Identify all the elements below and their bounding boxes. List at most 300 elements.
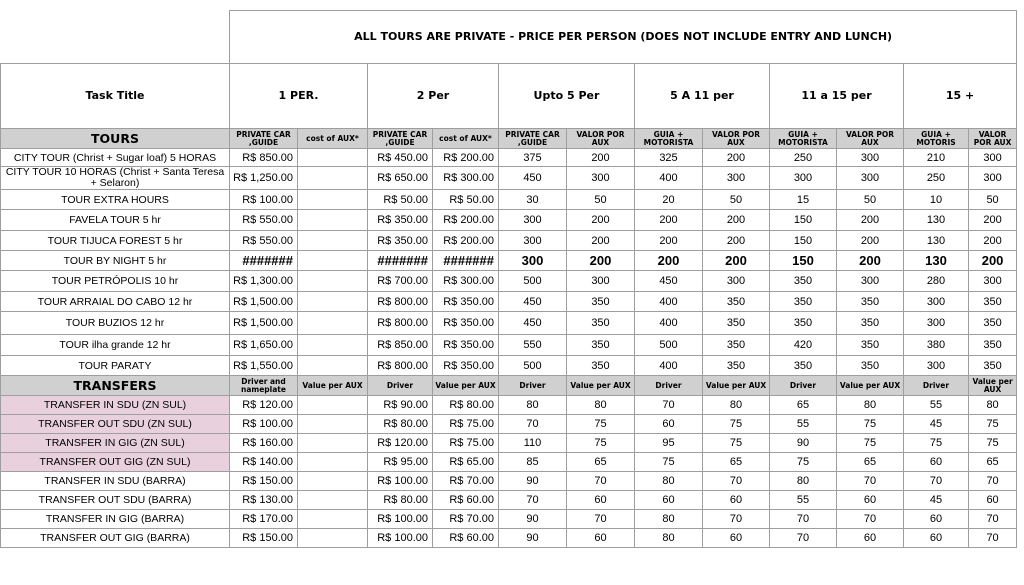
tour-value-cell[interactable]: R$ 800.00 <box>368 356 433 376</box>
tour-value-cell[interactable]: 300 <box>703 167 770 190</box>
tour-value-cell[interactable]: 250 <box>904 167 969 190</box>
transfers-section-title[interactable]: TRANSFERS <box>1 376 230 396</box>
tour-value-cell[interactable] <box>298 231 368 251</box>
tour-value-cell[interactable]: 150 <box>770 210 837 231</box>
tour-value-cell[interactable] <box>298 251 368 271</box>
tour-name-cell[interactable]: TOUR ilha grande 12 hr <box>1 335 230 356</box>
transfer-value-cell[interactable]: 60 <box>635 491 703 510</box>
transfer-value-cell[interactable]: 60 <box>969 491 1017 510</box>
transfer-value-cell[interactable]: R$ 60.00 <box>433 491 499 510</box>
tours-col-header[interactable]: PRIVATE CAR ,GUIDE <box>368 129 433 149</box>
transfer-value-cell[interactable]: 65 <box>969 453 1017 472</box>
tour-value-cell[interactable]: 350 <box>969 356 1017 376</box>
transfer-value-cell[interactable]: 75 <box>969 415 1017 434</box>
tour-value-cell[interactable]: 350 <box>703 312 770 335</box>
tour-row <box>1 231 1017 251</box>
transfers-col-header[interactable]: Value per AUX <box>298 376 368 396</box>
transfer-name-cell[interactable]: TRANSFER OUT SDU (BARRA) <box>1 491 230 510</box>
tour-value-cell[interactable] <box>298 210 368 231</box>
transfer-value-cell[interactable]: 75 <box>837 434 904 453</box>
transfer-row <box>1 472 1017 491</box>
tour-value-cell[interactable]: 380 <box>904 335 969 356</box>
tour-value-cell[interactable]: R$ 300.00 <box>433 167 499 190</box>
transfer-value-cell[interactable]: R$ 150.00 <box>230 472 298 491</box>
tour-value-cell[interactable]: 200 <box>567 231 635 251</box>
transfer-value-cell[interactable]: R$ 100.00 <box>230 415 298 434</box>
tours-col-header[interactable]: GUIA + MOTORISTA <box>635 129 703 149</box>
transfer-row <box>1 396 1017 415</box>
tour-value-cell[interactable]: 550 <box>499 335 567 356</box>
transfer-value-cell[interactable]: 95 <box>635 434 703 453</box>
task-title-header[interactable]: Task Title <box>1 64 230 129</box>
tour-value-cell[interactable] <box>298 356 368 376</box>
tour-value-cell[interactable]: R$ 50.00 <box>368 190 433 210</box>
tour-value-cell[interactable]: 450 <box>635 271 703 292</box>
tour-value-cell[interactable]: 200 <box>567 251 635 271</box>
transfer-value-cell[interactable]: 80 <box>703 396 770 415</box>
transfer-value-cell[interactable]: 70 <box>703 510 770 529</box>
transfer-value-cell[interactable]: 90 <box>499 472 567 491</box>
tour-value-cell[interactable]: 300 <box>703 271 770 292</box>
transfer-value-cell[interactable]: 70 <box>499 415 567 434</box>
tour-value-cell[interactable]: R$ 200.00 <box>433 231 499 251</box>
tour-value-cell[interactable]: 300 <box>904 312 969 335</box>
transfer-value-cell[interactable]: R$ 150.00 <box>230 529 298 548</box>
transfer-value-cell[interactable] <box>298 434 368 453</box>
tour-value-cell[interactable]: 200 <box>635 210 703 231</box>
transfers-col-header[interactable]: Value per AUX <box>969 376 1017 396</box>
tour-value-cell[interactable]: 300 <box>770 167 837 190</box>
group-header-15-plus[interactable]: 15 + <box>904 64 1017 129</box>
transfer-value-cell[interactable]: 80 <box>499 396 567 415</box>
tour-value-cell[interactable]: R$ 450.00 <box>368 149 433 167</box>
banner-cell[interactable]: ALL TOURS ARE PRIVATE - PRICE PER PERSON (DOES NOT INCLUDE ENTRY AND LUNCH) <box>230 11 1017 64</box>
tour-row <box>1 210 1017 231</box>
tour-value-cell[interactable]: 350 <box>837 356 904 376</box>
group-header-1-per[interactable]: 1 PER. <box>230 64 368 129</box>
transfer-value-cell[interactable]: R$ 130.00 <box>230 491 298 510</box>
group-header-upto-5[interactable]: Upto 5 Per <box>499 64 635 129</box>
tour-value-cell[interactable]: 400 <box>635 312 703 335</box>
tour-value-cell[interactable]: 300 <box>567 271 635 292</box>
tour-value-cell[interactable]: 350 <box>969 335 1017 356</box>
transfer-value-cell[interactable]: 75 <box>969 434 1017 453</box>
transfer-value-cell[interactable]: 90 <box>499 529 567 548</box>
tour-value-cell[interactable]: R$ 50.00 <box>433 190 499 210</box>
tour-value-cell[interactable]: 200 <box>837 231 904 251</box>
tour-row <box>1 292 1017 312</box>
tour-value-cell[interactable]: 200 <box>837 251 904 271</box>
group-header-5-11[interactable]: 5 A 11 per <box>635 64 770 129</box>
tour-value-cell[interactable]: 200 <box>969 251 1017 271</box>
transfer-name-cell[interactable]: TRANSFER OUT SDU (ZN SUL) <box>1 415 230 434</box>
tour-value-cell[interactable]: R$ 850.00 <box>368 335 433 356</box>
transfer-value-cell[interactable]: 90 <box>499 510 567 529</box>
tour-value-cell[interactable]: 50 <box>837 190 904 210</box>
tour-name-cell[interactable]: FAVELA TOUR 5 hr <box>1 210 230 231</box>
transfer-row <box>1 415 1017 434</box>
tour-value-cell[interactable]: R$ 550.00 <box>230 210 298 231</box>
tour-name-cell[interactable]: TOUR TIJUCA FOREST 5 hr <box>1 231 230 251</box>
transfers-header-row <box>1 376 1017 396</box>
transfer-value-cell[interactable]: 80 <box>635 510 703 529</box>
tour-row <box>1 149 1017 167</box>
tour-value-cell[interactable]: 500 <box>635 335 703 356</box>
tour-value-cell[interactable]: 350 <box>770 292 837 312</box>
tour-value-cell[interactable] <box>298 167 368 190</box>
transfer-value-cell[interactable]: 90 <box>770 434 837 453</box>
tour-value-cell[interactable]: R$ 350.00 <box>433 312 499 335</box>
tour-value-cell[interactable]: ####### <box>433 251 499 271</box>
tour-value-cell[interactable]: 350 <box>969 292 1017 312</box>
tour-value-cell[interactable]: 300 <box>837 271 904 292</box>
transfer-value-cell[interactable]: 70 <box>969 529 1017 548</box>
transfer-value-cell[interactable]: R$ 100.00 <box>368 510 433 529</box>
tours-col-header[interactable]: PRIVATE CAR ,GUIDE <box>230 129 298 149</box>
transfers-col-header[interactable]: Driver <box>904 376 969 396</box>
tour-name-cell[interactable]: TOUR PETRÓPOLIS 10 hr <box>1 271 230 292</box>
tour-value-cell[interactable]: 130 <box>904 231 969 251</box>
tours-col-header[interactable]: VALOR POR AUX <box>567 129 635 149</box>
transfer-value-cell[interactable]: 70 <box>904 472 969 491</box>
transfer-value-cell[interactable]: 80 <box>635 472 703 491</box>
transfer-value-cell[interactable]: 75 <box>770 453 837 472</box>
tour-value-cell[interactable]: 300 <box>969 149 1017 167</box>
tour-value-cell[interactable]: R$ 800.00 <box>368 312 433 335</box>
tour-value-cell[interactable]: 300 <box>567 167 635 190</box>
tour-value-cell[interactable]: 420 <box>770 335 837 356</box>
tour-value-cell[interactable]: 15 <box>770 190 837 210</box>
transfer-value-cell[interactable]: 80 <box>837 396 904 415</box>
group-header-2-per[interactable]: 2 Per <box>368 64 499 129</box>
tour-value-cell[interactable]: 350 <box>770 271 837 292</box>
transfer-row <box>1 453 1017 472</box>
tour-value-cell[interactable]: R$ 1,550.00 <box>230 356 298 376</box>
transfer-value-cell[interactable]: R$ 100.00 <box>368 472 433 491</box>
tour-value-cell[interactable]: 210 <box>904 149 969 167</box>
transfer-value-cell[interactable]: R$ 160.00 <box>230 434 298 453</box>
transfer-value-cell[interactable]: 65 <box>770 396 837 415</box>
tour-value-cell[interactable]: 450 <box>499 292 567 312</box>
transfer-value-cell[interactable]: 75 <box>567 434 635 453</box>
tour-value-cell[interactable]: 300 <box>969 271 1017 292</box>
tour-value-cell[interactable]: 350 <box>703 335 770 356</box>
transfer-value-cell[interactable]: 55 <box>770 491 837 510</box>
tour-value-cell[interactable]: ####### <box>230 251 298 271</box>
tour-value-cell[interactable]: 200 <box>837 210 904 231</box>
transfers-col-header[interactable]: Driver <box>635 376 703 396</box>
tours-col-header[interactable]: cost of AUX* <box>433 129 499 149</box>
tour-name-cell[interactable]: CITY TOUR 10 HORAS (Christ + Santa Teresa + Selaron) <box>1 167 230 190</box>
tour-value-cell[interactable]: R$ 550.00 <box>230 231 298 251</box>
transfer-value-cell[interactable]: R$ 60.00 <box>433 529 499 548</box>
tour-value-cell[interactable]: 375 <box>499 149 567 167</box>
transfer-value-cell[interactable] <box>298 491 368 510</box>
transfers-col-header[interactable]: Value per AUX <box>567 376 635 396</box>
transfer-name-cell[interactable]: TRANSFER IN GIG (ZN SUL) <box>1 434 230 453</box>
tour-value-cell[interactable]: 20 <box>635 190 703 210</box>
tour-value-cell[interactable]: R$ 350.00 <box>433 356 499 376</box>
tour-value-cell[interactable] <box>298 312 368 335</box>
transfer-value-cell[interactable]: 55 <box>770 415 837 434</box>
tour-name-cell[interactable]: TOUR EXTRA HOURS <box>1 190 230 210</box>
transfers-col-header[interactable]: Driver <box>770 376 837 396</box>
tour-value-cell[interactable]: 10 <box>904 190 969 210</box>
tours-section-title[interactable]: TOURS <box>1 129 230 149</box>
transfers-col-header[interactable]: Value per AUX <box>433 376 499 396</box>
transfer-value-cell[interactable]: 70 <box>837 510 904 529</box>
blank-cell <box>1 11 230 64</box>
tour-value-cell[interactable]: 350 <box>703 292 770 312</box>
tour-value-cell[interactable]: 450 <box>499 312 567 335</box>
transfer-value-cell[interactable]: 60 <box>703 529 770 548</box>
tour-value-cell[interactable]: R$ 350.00 <box>433 335 499 356</box>
transfer-value-cell[interactable]: 80 <box>567 396 635 415</box>
tours-col-header[interactable]: VALOR POR AUX <box>837 129 904 149</box>
transfer-value-cell[interactable]: 55 <box>904 396 969 415</box>
tour-value-cell[interactable]: 300 <box>837 149 904 167</box>
transfer-name-cell[interactable]: TRANSFER IN GIG (BARRA) <box>1 510 230 529</box>
tour-value-cell[interactable] <box>298 335 368 356</box>
transfer-value-cell[interactable]: 70 <box>837 472 904 491</box>
transfer-value-cell[interactable]: 65 <box>837 453 904 472</box>
tour-value-cell[interactable]: 325 <box>635 149 703 167</box>
tour-value-cell[interactable]: R$ 700.00 <box>368 271 433 292</box>
transfer-value-cell[interactable]: 85 <box>499 453 567 472</box>
transfers-col-header[interactable]: Driver <box>368 376 433 396</box>
tour-value-cell[interactable]: 280 <box>904 271 969 292</box>
tour-value-cell[interactable]: 300 <box>837 167 904 190</box>
transfer-value-cell[interactable]: R$ 75.00 <box>433 415 499 434</box>
tour-row <box>1 312 1017 335</box>
tour-value-cell[interactable]: R$ 1,500.00 <box>230 312 298 335</box>
tour-value-cell[interactable]: 150 <box>770 251 837 271</box>
transfer-name-cell[interactable]: TRANSFER OUT GIG (BARRA) <box>1 529 230 548</box>
transfer-value-cell[interactable]: R$ 70.00 <box>433 510 499 529</box>
tour-value-cell[interactable]: R$ 650.00 <box>368 167 433 190</box>
tour-value-cell[interactable]: R$ 850.00 <box>230 149 298 167</box>
transfer-value-cell[interactable]: R$ 70.00 <box>433 472 499 491</box>
transfer-value-cell[interactable]: R$ 65.00 <box>433 453 499 472</box>
tour-value-cell[interactable]: 50 <box>969 190 1017 210</box>
transfer-value-cell[interactable]: R$ 100.00 <box>368 529 433 548</box>
transfer-row <box>1 434 1017 453</box>
transfer-value-cell[interactable]: 75 <box>703 415 770 434</box>
tour-value-cell[interactable]: 300 <box>499 231 567 251</box>
tour-value-cell[interactable] <box>298 271 368 292</box>
tour-value-cell[interactable]: 130 <box>904 210 969 231</box>
tour-name-cell[interactable]: TOUR ARRAIAL DO CABO 12 hr <box>1 292 230 312</box>
transfer-value-cell[interactable] <box>298 510 368 529</box>
tour-name-cell[interactable]: CITY TOUR (Christ + Sugar loaf) 5 HORAS <box>1 149 230 167</box>
tours-col-header[interactable]: GUIA + MOTORISTA <box>770 129 837 149</box>
tour-value-cell[interactable]: R$ 1,300.00 <box>230 271 298 292</box>
tour-value-cell[interactable]: 350 <box>703 356 770 376</box>
transfer-row <box>1 529 1017 548</box>
transfer-value-cell[interactable]: 45 <box>904 491 969 510</box>
tour-value-cell[interactable]: R$ 200.00 <box>433 149 499 167</box>
tour-value-cell[interactable]: 400 <box>635 356 703 376</box>
tour-value-cell[interactable]: 350 <box>837 292 904 312</box>
tour-value-cell[interactable]: 400 <box>635 292 703 312</box>
tour-value-cell[interactable]: 350 <box>969 312 1017 335</box>
tour-row <box>1 356 1017 376</box>
tour-value-cell[interactable]: 200 <box>703 251 770 271</box>
tour-value-cell[interactable]: 300 <box>969 167 1017 190</box>
transfer-value-cell[interactable]: 65 <box>567 453 635 472</box>
tour-value-cell[interactable]: 400 <box>635 167 703 190</box>
transfer-value-cell[interactable]: R$ 120.00 <box>230 396 298 415</box>
transfer-value-cell[interactable]: R$ 80.00 <box>368 491 433 510</box>
transfer-value-cell[interactable]: 75 <box>837 415 904 434</box>
tour-value-cell[interactable]: 50 <box>567 190 635 210</box>
tours-col-header[interactable]: GUIA + MOTORIS <box>904 129 969 149</box>
tour-value-cell[interactable]: ####### <box>368 251 433 271</box>
transfers-col-header[interactable]: Value per AUX <box>837 376 904 396</box>
transfer-value-cell[interactable]: R$ 80.00 <box>368 415 433 434</box>
transfer-value-cell[interactable]: 70 <box>635 396 703 415</box>
tour-value-cell[interactable]: 300 <box>904 356 969 376</box>
tour-value-cell[interactable]: R$ 200.00 <box>433 210 499 231</box>
transfer-value-cell[interactable]: 60 <box>567 491 635 510</box>
transfers-col-header[interactable]: Driver <box>499 376 567 396</box>
transfer-value-cell[interactable]: 75 <box>567 415 635 434</box>
tour-value-cell[interactable]: R$ 350.00 <box>368 231 433 251</box>
tour-value-cell[interactable]: R$ 100.00 <box>230 190 298 210</box>
tour-value-cell[interactable]: 200 <box>969 231 1017 251</box>
tour-value-cell[interactable]: R$ 800.00 <box>368 292 433 312</box>
transfer-value-cell[interactable]: 70 <box>969 472 1017 491</box>
tour-value-cell[interactable]: 350 <box>837 312 904 335</box>
tour-value-cell[interactable]: R$ 1,650.00 <box>230 335 298 356</box>
tours-col-header[interactable]: VALOR POR AUX <box>969 129 1017 149</box>
transfer-value-cell[interactable] <box>298 472 368 491</box>
tour-value-cell[interactable]: 350 <box>837 335 904 356</box>
transfer-value-cell[interactable]: R$ 75.00 <box>433 434 499 453</box>
transfer-name-cell[interactable]: TRANSFER IN SDU (BARRA) <box>1 472 230 491</box>
tour-value-cell[interactable]: 200 <box>567 210 635 231</box>
tour-value-cell[interactable]: R$ 350.00 <box>368 210 433 231</box>
transfer-value-cell[interactable]: R$ 90.00 <box>368 396 433 415</box>
tours-col-header[interactable]: VALOR POR AUX <box>703 129 770 149</box>
transfer-value-cell[interactable]: 75 <box>904 434 969 453</box>
transfer-value-cell[interactable]: 70 <box>567 472 635 491</box>
transfer-value-cell[interactable]: 60 <box>837 529 904 548</box>
tour-value-cell[interactable] <box>298 292 368 312</box>
tour-value-cell[interactable]: 500 <box>499 356 567 376</box>
transfer-value-cell[interactable]: 60 <box>837 491 904 510</box>
tour-value-cell[interactable]: 300 <box>499 210 567 231</box>
tour-value-cell[interactable]: 30 <box>499 190 567 210</box>
transfer-value-cell[interactable] <box>298 415 368 434</box>
tour-value-cell[interactable]: 500 <box>499 271 567 292</box>
transfer-row <box>1 510 1017 529</box>
tour-value-cell[interactable]: 350 <box>567 335 635 356</box>
tour-value-cell[interactable]: R$ 1,250.00 <box>230 167 298 190</box>
tour-value-cell[interactable]: 450 <box>499 167 567 190</box>
transfer-value-cell[interactable] <box>298 529 368 548</box>
transfer-value-cell[interactable]: R$ 95.00 <box>368 453 433 472</box>
tour-value-cell[interactable]: 350 <box>567 312 635 335</box>
tour-value-cell[interactable]: 200 <box>567 149 635 167</box>
transfer-value-cell[interactable]: 65 <box>703 453 770 472</box>
transfer-value-cell[interactable]: 70 <box>703 472 770 491</box>
transfer-value-cell[interactable]: 80 <box>635 529 703 548</box>
transfer-value-cell[interactable]: 70 <box>969 510 1017 529</box>
group-header-11-15[interactable]: 11 a 15 per <box>770 64 904 129</box>
transfer-value-cell[interactable]: 70 <box>567 510 635 529</box>
tour-value-cell[interactable]: 50 <box>703 190 770 210</box>
tour-value-cell[interactable]: 350 <box>770 356 837 376</box>
tour-name-cell[interactable]: TOUR BY NIGHT 5 hr <box>1 251 230 271</box>
transfer-value-cell[interactable]: 45 <box>904 415 969 434</box>
transfer-value-cell[interactable]: R$ 120.00 <box>368 434 433 453</box>
tour-value-cell[interactable]: R$ 350.00 <box>433 292 499 312</box>
transfer-name-cell[interactable]: TRANSFER OUT GIG (ZN SUL) <box>1 453 230 472</box>
tour-value-cell[interactable]: R$ 1,500.00 <box>230 292 298 312</box>
tour-value-cell[interactable]: 350 <box>567 292 635 312</box>
transfer-value-cell[interactable]: 110 <box>499 434 567 453</box>
transfer-value-cell[interactable]: 60 <box>904 453 969 472</box>
tour-value-cell[interactable]: 300 <box>904 292 969 312</box>
tour-value-cell[interactable]: R$ 300.00 <box>433 271 499 292</box>
tour-value-cell[interactable]: 350 <box>770 312 837 335</box>
tour-value-cell[interactable]: 200 <box>635 231 703 251</box>
price-sheet <box>0 10 1017 548</box>
tour-name-cell[interactable]: TOUR PARATY <box>1 356 230 376</box>
transfer-value-cell[interactable]: 60 <box>703 491 770 510</box>
transfers-col-header[interactable]: Driver and nameplate <box>230 376 298 396</box>
tour-value-cell[interactable]: 250 <box>770 149 837 167</box>
transfer-value-cell[interactable]: 70 <box>499 491 567 510</box>
transfer-row <box>1 491 1017 510</box>
tour-value-cell[interactable]: 200 <box>703 149 770 167</box>
transfer-value-cell[interactable] <box>298 396 368 415</box>
tour-row <box>1 251 1017 271</box>
tours-col-header[interactable]: cost of AUX* <box>298 129 368 149</box>
tour-value-cell[interactable] <box>298 149 368 167</box>
transfer-value-cell[interactable]: 60 <box>904 510 969 529</box>
tour-value-cell[interactable]: 150 <box>770 231 837 251</box>
transfer-value-cell[interactable] <box>298 453 368 472</box>
transfer-name-cell[interactable]: TRANSFER IN SDU (ZN SUL) <box>1 396 230 415</box>
transfer-value-cell[interactable]: R$ 170.00 <box>230 510 298 529</box>
transfer-value-cell[interactable]: R$ 80.00 <box>433 396 499 415</box>
transfer-value-cell[interactable]: 60 <box>635 415 703 434</box>
tour-value-cell[interactable]: 130 <box>904 251 969 271</box>
transfer-value-cell[interactable]: 60 <box>567 529 635 548</box>
transfer-value-cell[interactable]: 80 <box>969 396 1017 415</box>
tour-value-cell[interactable]: 350 <box>567 356 635 376</box>
transfers-col-header[interactable]: Value per AUX <box>703 376 770 396</box>
tours-col-header[interactable]: PRIVATE CAR ,GUIDE <box>499 129 567 149</box>
tour-value-cell[interactable]: 200 <box>635 251 703 271</box>
tour-value-cell[interactable]: 200 <box>703 231 770 251</box>
transfer-value-cell[interactable]: R$ 140.00 <box>230 453 298 472</box>
tour-value-cell[interactable]: 300 <box>499 251 567 271</box>
transfer-value-cell[interactable]: 70 <box>770 529 837 548</box>
transfer-value-cell[interactable]: 75 <box>703 434 770 453</box>
tour-name-cell[interactable]: TOUR BUZIOS 12 hr <box>1 312 230 335</box>
transfer-value-cell[interactable]: 80 <box>770 472 837 491</box>
transfer-value-cell[interactable]: 60 <box>904 529 969 548</box>
tour-value-cell[interactable] <box>298 190 368 210</box>
tour-value-cell[interactable]: 200 <box>969 210 1017 231</box>
tour-row <box>1 167 1017 190</box>
tour-value-cell[interactable]: 200 <box>703 210 770 231</box>
transfer-value-cell[interactable]: 70 <box>770 510 837 529</box>
transfer-value-cell[interactable]: 75 <box>635 453 703 472</box>
